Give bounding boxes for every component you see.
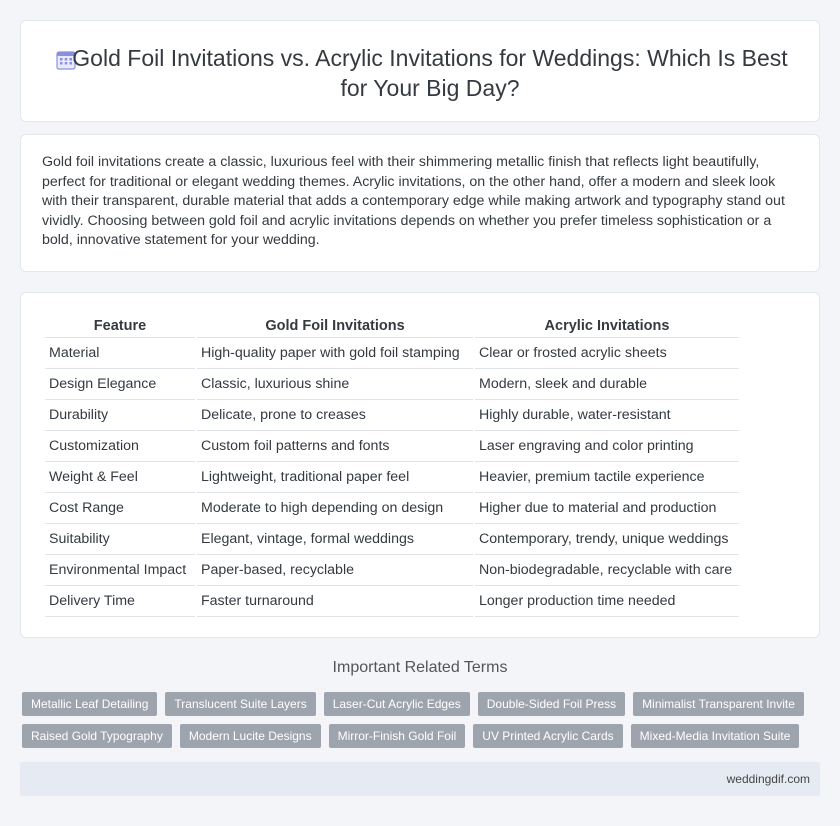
related-term-tag[interactable]: UV Printed Acrylic Cards <box>473 724 622 748</box>
related-term-tag[interactable]: Modern Lucite Designs <box>180 724 321 748</box>
table-cell: Heavier, premium tactile experience <box>475 462 739 493</box>
table-row <box>45 555 739 586</box>
table-cell: Cost Range <box>45 493 195 524</box>
table-row <box>45 462 739 493</box>
table-cell: Delivery Time <box>45 586 195 617</box>
table-cell: Weight & Feel <box>45 462 195 493</box>
related-term-tag[interactable]: Metallic Leaf Detailing <box>22 692 157 716</box>
table-cell: Contemporary, trendy, unique weddings <box>475 524 739 555</box>
page-title: Gold Foil Invitations vs. Acrylic Invitations for Weddings: Which Is Best for Your Big Day? <box>72 45 788 101</box>
table-row <box>45 431 739 462</box>
header-feature: Feature <box>45 315 195 338</box>
table-cell: Delicate, prone to creases <box>197 400 473 431</box>
table-cell: Moderate to high depending on design <box>197 493 473 524</box>
table-cell: Clear or frosted acrylic sheets <box>475 338 739 369</box>
comparison-table <box>43 315 741 617</box>
table-row <box>45 586 739 617</box>
table-cell: Elegant, vintage, formal weddings <box>197 524 473 555</box>
table-cell: High-quality paper with gold foil stamping <box>197 338 473 369</box>
footer-site-link[interactable]: weddingdif.com <box>726 772 810 786</box>
table-row <box>45 338 739 369</box>
intro-paragraph: Gold foil invitations create a classic, luxurious feel with their shimmering metallic finish that reflects light beautifully, perfect for traditional or elegant wedding themes. Acrylic invitations, on the other hand, offer a modern and sleek look with their transparent, durable material that adds a contemporary edge while making artwork and typography stand out vividly. Choosing between gold foil and acrylic invitations depends on whether you prefer timeless sophistication or a bold, innovative statement for your wedding. <box>42 154 785 248</box>
footer <box>20 762 820 796</box>
table-cell: Design Elegance <box>45 369 195 400</box>
table-cell: Suitability <box>45 524 195 555</box>
table-header-row <box>45 315 739 338</box>
table-cell: Highly durable, water-resistant <box>475 400 739 431</box>
related-term-tag[interactable]: Minimalist Transparent Invite <box>633 692 804 716</box>
related-term-tag[interactable]: Laser-Cut Acrylic Edges <box>324 692 470 716</box>
header-acrylic: Acrylic Invitations <box>475 315 739 338</box>
table-row <box>45 369 739 400</box>
table-cell: Faster turnaround <box>197 586 473 617</box>
related-term-tag[interactable]: Raised Gold Typography <box>22 724 172 748</box>
table-cell: Longer production time needed <box>475 586 739 617</box>
tag-row <box>22 724 812 748</box>
table-cell: Paper-based, recyclable <box>197 555 473 586</box>
table-cell: Customization <box>45 431 195 462</box>
table-cell: Durability <box>45 400 195 431</box>
tag-row <box>22 692 812 716</box>
table-cell: Non-biodegradable, recyclable with care <box>475 555 739 586</box>
related-term-tag[interactable]: Mixed-Media Invitation Suite <box>631 724 800 748</box>
comparison-card <box>20 292 820 638</box>
related-term-tag[interactable]: Double-Sided Foil Press <box>478 692 625 716</box>
table-cell: Classic, luxurious shine <box>197 369 473 400</box>
related-terms-tags <box>22 692 812 756</box>
table-cell: Custom foil patterns and fonts <box>197 431 473 462</box>
related-term-tag[interactable]: Translucent Suite Layers <box>165 692 315 716</box>
header-card <box>20 20 820 122</box>
related-term-tag[interactable]: Mirror-Finish Gold Foil <box>329 724 466 748</box>
table-cell: Environmental Impact <box>45 555 195 586</box>
table-row <box>45 493 739 524</box>
table-row <box>45 524 739 555</box>
table-row <box>45 400 739 431</box>
table-cell: Laser engraving and color printing <box>475 431 739 462</box>
table-cell: Higher due to material and production <box>475 493 739 524</box>
header-gold-foil: Gold Foil Invitations <box>197 315 473 338</box>
table-cell: Material <box>45 338 195 369</box>
related-terms-heading: Important Related Terms <box>332 659 508 676</box>
table-cell: Lightweight, traditional paper feel <box>197 462 473 493</box>
intro-card <box>20 134 820 272</box>
table-cell: Modern, sleek and durable <box>475 369 739 400</box>
